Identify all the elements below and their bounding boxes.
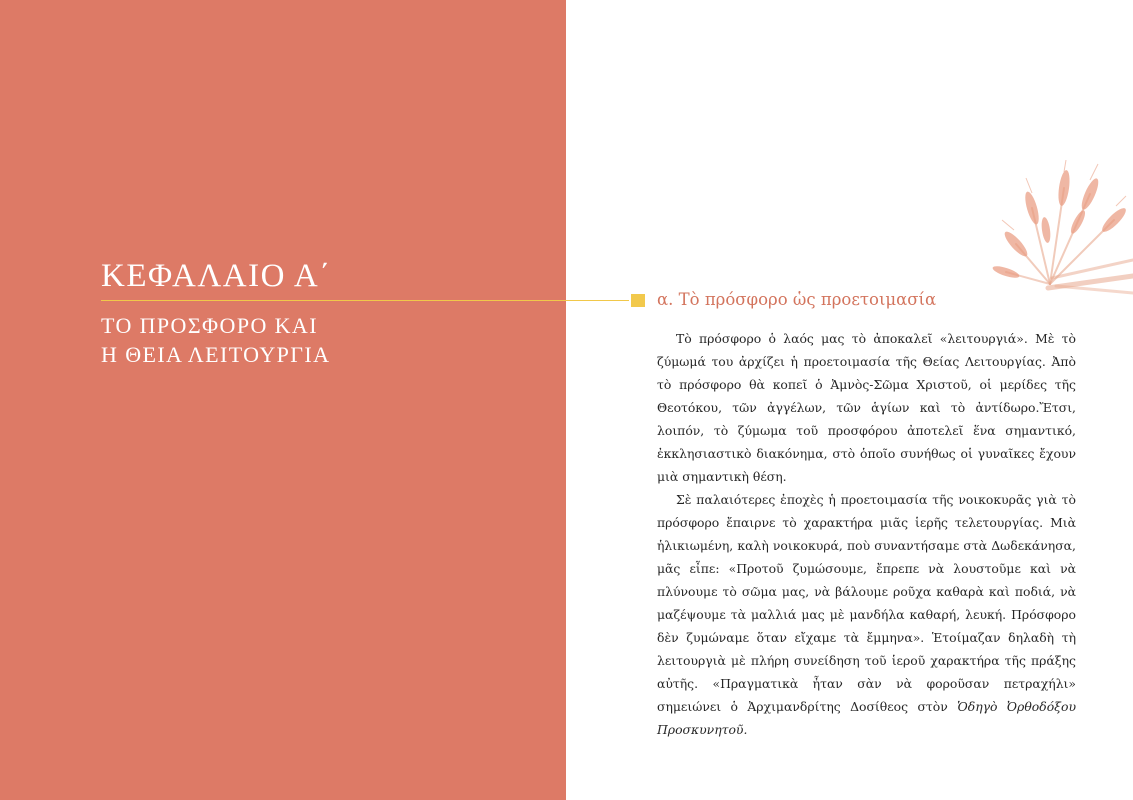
chapter-number: ΚΕΦΑΛΑΙΟ Α΄ — [101, 258, 332, 294]
chapter-title-line: Η ΘΕΙΑ ΛΕΙΤΟΥΡΓΙΑ — [101, 342, 331, 367]
section-marker — [631, 294, 645, 307]
paragraph-text: Σὲ παλαιότερες ἐποχὲς ἡ προετοιμασία τῆς νοικοκυρᾶς γιὰ τὸ πρόσφορο ἔπαιρνε τὸ χαρακτήρα μιᾶς ἱερῆς τελετουργίας. Μιὰ ἡλικιωμένη, καλὴ νοικοκυρά, ποὺ συναντήσαμε στὰ Δωδεκάνησα, μᾶς εἶπε: «Προτοῦ ζυμώσουμε, ἔπρεπε νὰ λουστοῦμε καὶ νὰ πλύνουμε τὸ σῶμα μας, νὰ βάλουμε ροῦχα καθαρὰ καὶ ποδιά, νὰ μαζέψουμε τὰ μαλλιά μας μὲ μανδήλα καθαρή, λευκή. Πρόσφορο δὲν ζυμώναμε ὅταν εἴχαμε τὰ ἔμμηνα». Ἑτοίμαζαν δηλαδὴ τὴ λειτουργιὰ μὲ πλήρη συνείδηση τοῦ ἱεροῦ χαρακτήρα τῆς πράξης αὐτῆς. «Πραγματικὰ ἦταν σὰν νὰ φοροῦσαν πετραχήλι» σημειώνει ὁ Ἀρχιμανδρίτης Δοσίθεος στὸν — [657, 492, 1076, 714]
body-text — [657, 327, 1076, 741]
paragraph — [657, 488, 1076, 741]
section-heading: α. Τὸ πρόσφορο ὡς προετοιμασία — [657, 290, 937, 309]
paragraph: Τὸ πρόσφορο ὁ λαός μας τὸ ἀποκαλεῖ «λειτουργιά». Μὲ τὸ ζύμωμά του ἀρχίζει ἡ προετοιμασία τῆς Θείας Λειτουργίας. Ἀπὸ τὸ πρόσφορο θὰ κοπεῖ ὁ Ἀμνὸς-Σῶμα Χριστοῦ, οἱ μερίδες τῆς Θεοτόκου, τῶν ἀγγέλων, τῶν ἁγίων καὶ τὸ ἀντίδωρο.Ἔτσι, λοιπόν, τὸ ζύμωμα τοῦ προσφόρου ἀποτελεῖ ἕνα σημαντικό, ἐκκλησιαστικὸ διακόνημα, στὸ ὁποῖο συνήθως οἱ γυναῖκες ἔχουν μιὰ σημαντικὴ θέση. — [657, 331, 1076, 484]
chapter-divider-rule — [101, 300, 629, 301]
chapter-title — [101, 311, 330, 369]
book-reference: Ὁδηγὸ Ὀρθοδόξου Προσκυνητοῦ. — [657, 699, 1076, 737]
chapter-page — [0, 0, 566, 800]
chapter-title-line: ΤΟ ΠΡΟΣΦΟΡΟ ΚΑΙ — [101, 313, 318, 338]
wheat-sheaf-illustration — [986, 160, 1133, 300]
